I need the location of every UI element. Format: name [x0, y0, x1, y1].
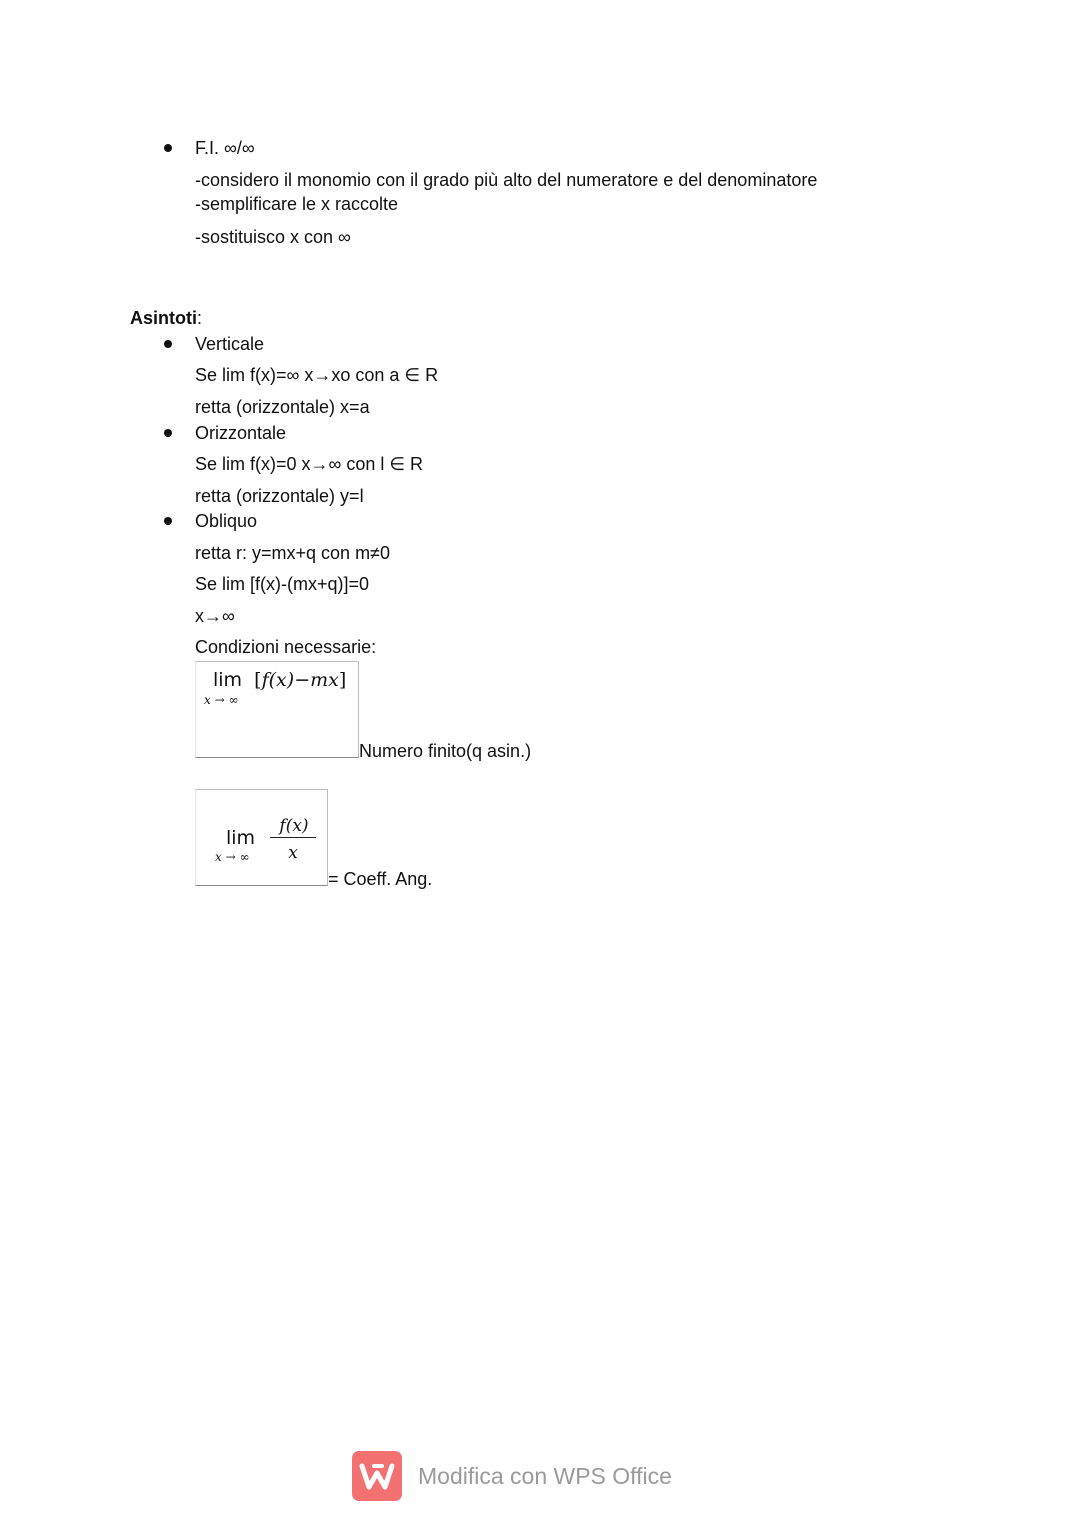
- formula-2-denominator: x: [288, 843, 298, 863]
- bullet-icon: [164, 429, 172, 437]
- formula-1-minus: −: [294, 669, 311, 691]
- formula-2-result: = Coeff. Ang.: [328, 869, 433, 889]
- obliquo-title: Obliquo: [195, 511, 258, 531]
- wps-logo-icon[interactable]: [352, 1451, 402, 1501]
- formula-1-lim: lim: [213, 669, 243, 691]
- formula-2-lim: lim: [226, 827, 256, 849]
- wps-w-glyph-icon: [352, 1451, 402, 1501]
- verticale-line-1: Se lim f(x)=∞ x→xo con a ∈ R: [195, 365, 439, 385]
- formula-1-xparen: (x): [268, 669, 295, 691]
- obliquo-line-2: Se lim [f(x)-(mx+q)]=0: [195, 574, 370, 594]
- fi-step-1: -considero il monomio con il grado più alto del numeratore e del denominatore: [195, 170, 818, 190]
- conditions-label: Condizioni necessarie:: [195, 637, 377, 657]
- formula-1-result: Numero finito(q asin.): [359, 741, 532, 761]
- bullet-icon: [164, 340, 172, 348]
- formula-1-mx: mx: [310, 669, 339, 691]
- verticale-title: Verticale: [195, 334, 265, 354]
- formula-1-close: ]: [338, 669, 347, 691]
- wps-footer-link[interactable]: Modifica con WPS Office: [418, 1463, 672, 1489]
- formula-1-expression: [213, 669, 346, 691]
- fraction-bar: [270, 837, 316, 838]
- formula-1-f: f: [261, 669, 269, 691]
- orizzontale-line-1: Se lim f(x)=0 x→∞ con l ∈ R: [195, 454, 424, 474]
- formula-2-numerator: f(x): [279, 816, 309, 836]
- orizzontale-title: Orizzontale: [195, 423, 287, 443]
- orizzontale-line-2: retta (orizzontale) y=l: [195, 486, 364, 506]
- formula-image-1: [195, 661, 359, 758]
- bullet-icon: [164, 144, 172, 152]
- verticale-line-2: retta (orizzontale) x=a: [195, 397, 370, 417]
- asintoti-heading-colon: :: [197, 308, 203, 328]
- formula-2-subscript: x → ∞: [215, 850, 250, 864]
- fi-title: F.I. ∞/∞: [195, 138, 255, 158]
- fi-step-2: -semplificare le x raccolte: [195, 194, 399, 214]
- formula-1-open: [: [254, 669, 262, 691]
- fi-step-3: -sostituisco x con ∞: [195, 227, 351, 247]
- asintoti-heading: [130, 307, 202, 329]
- asintoti-heading-text: Asintoti: [130, 308, 197, 328]
- formula-image-2: [195, 789, 328, 886]
- obliquo-line-1: retta r: y=mx+q con m≠0: [195, 543, 390, 563]
- obliquo-line-3: x→∞: [195, 606, 235, 626]
- formula-1-subscript: x → ∞: [204, 693, 239, 707]
- bullet-icon: [164, 517, 172, 525]
